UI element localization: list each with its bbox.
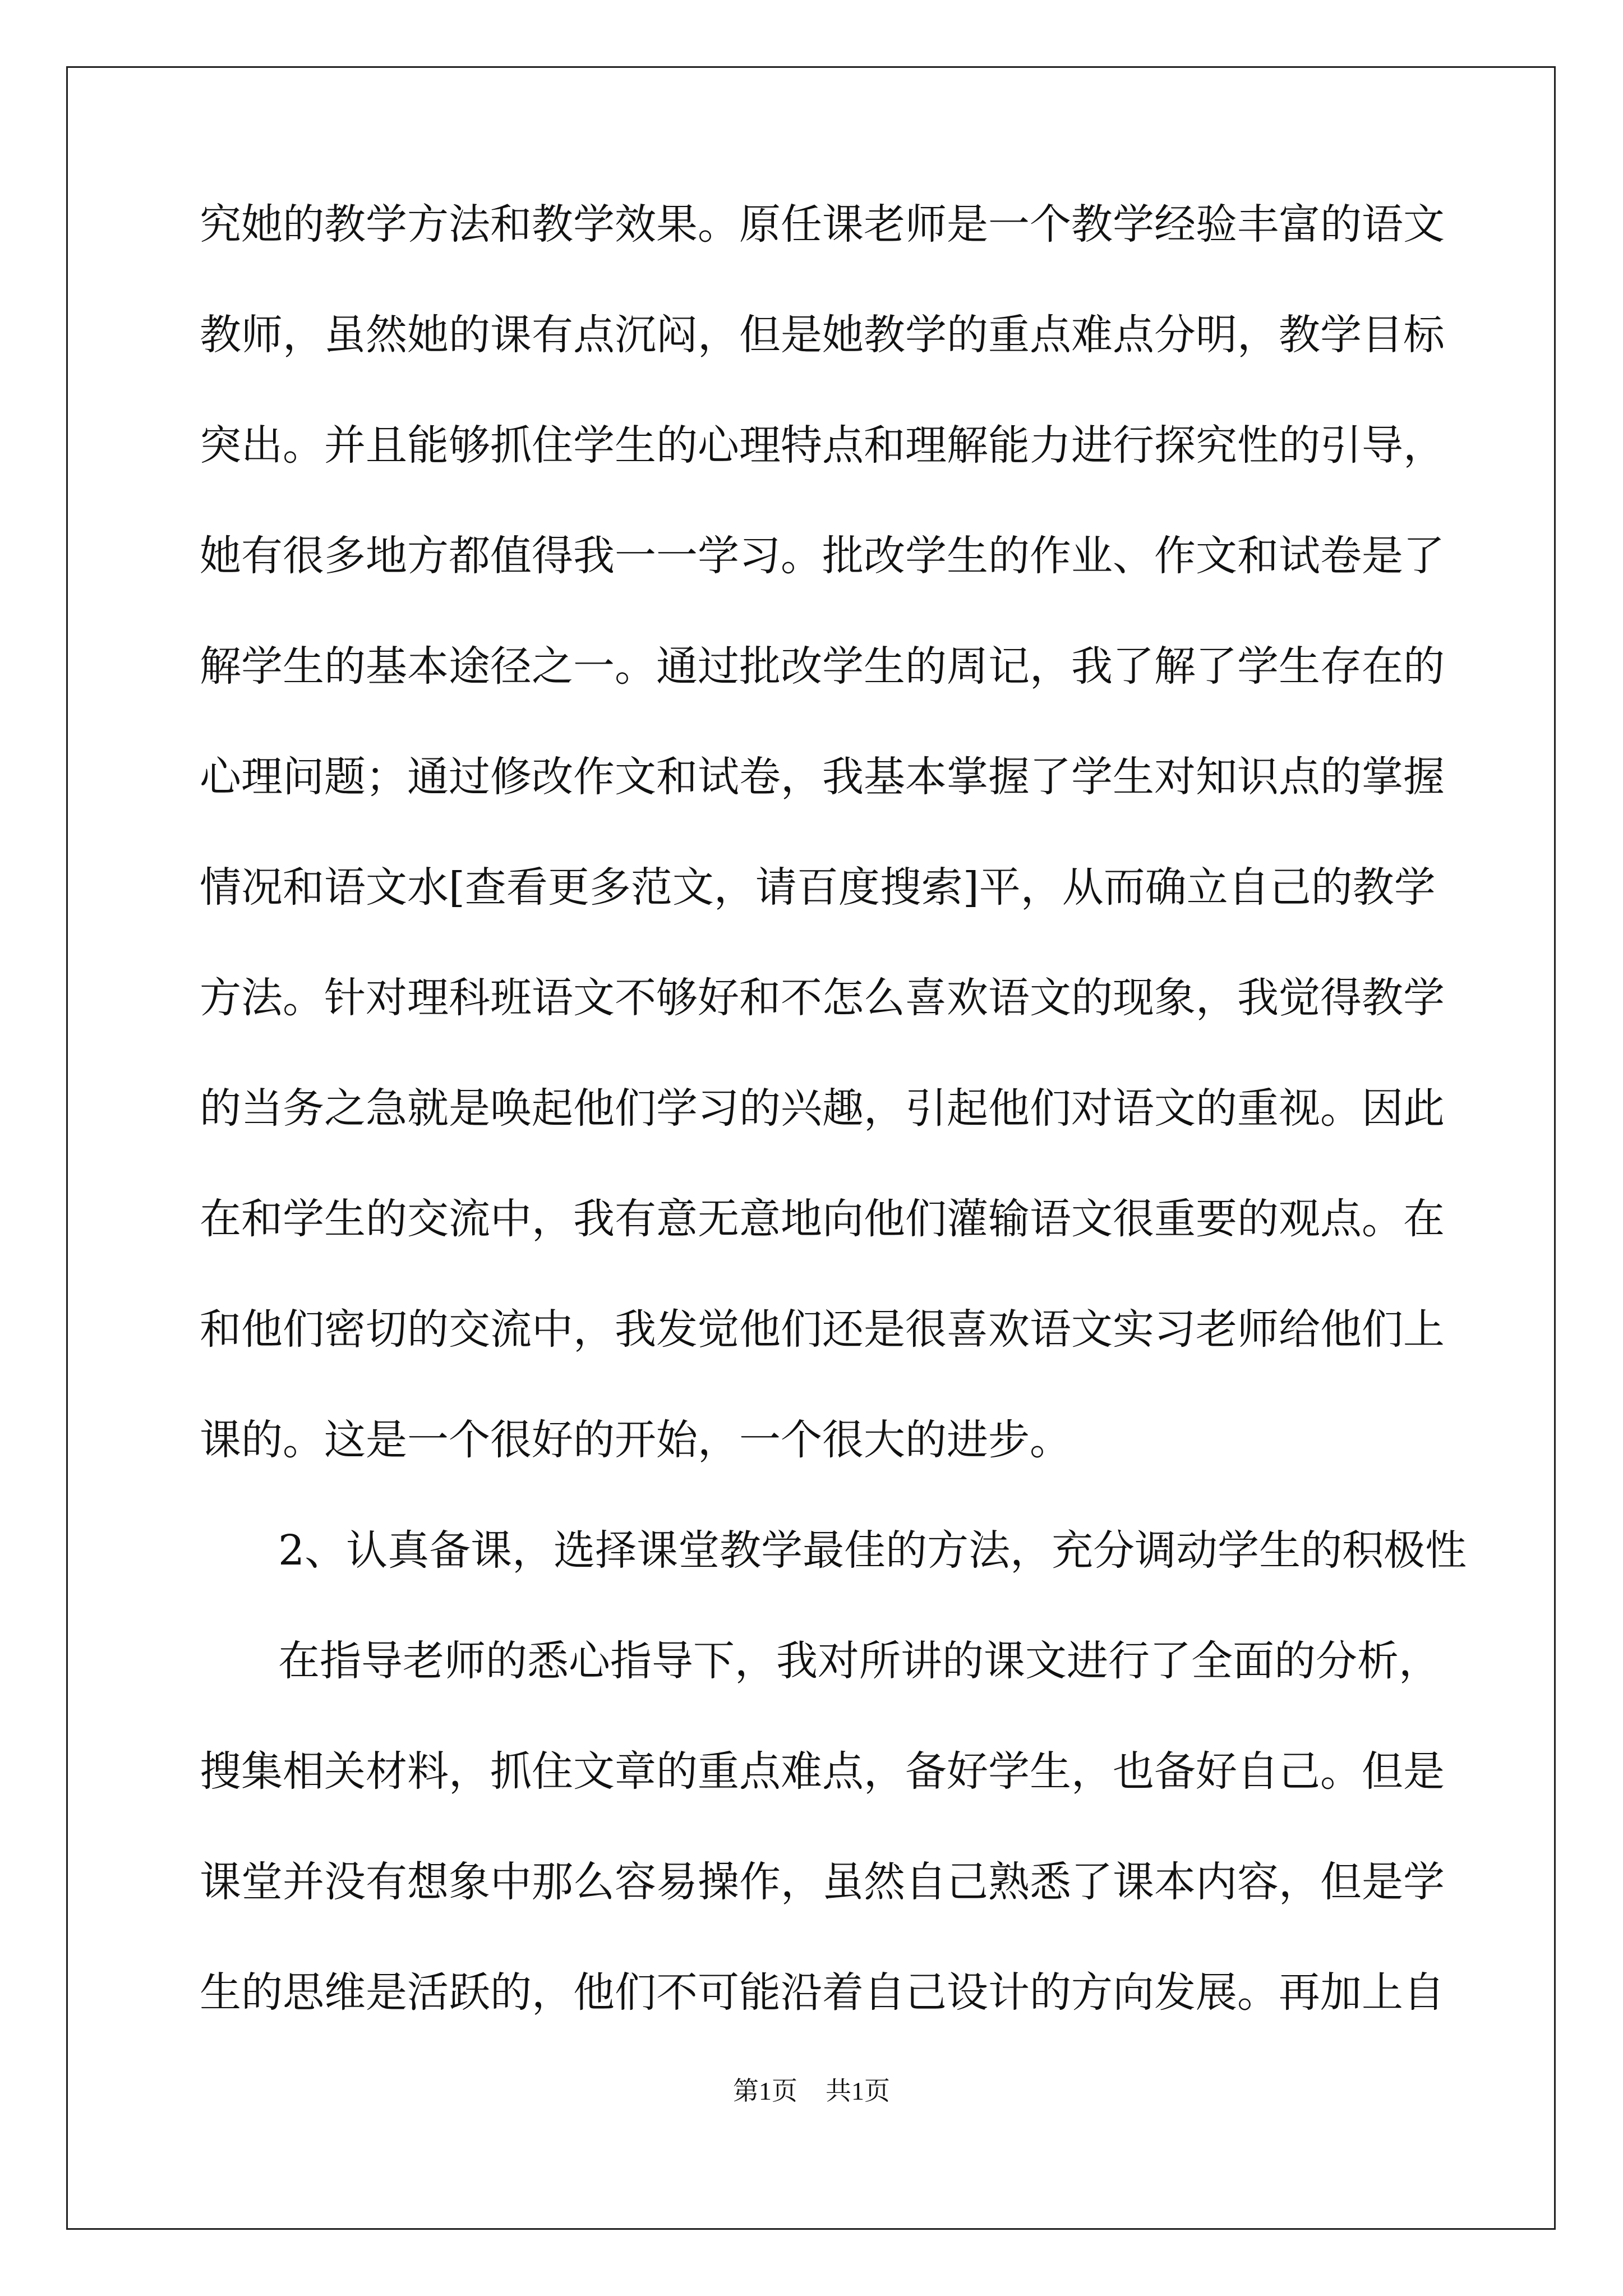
paragraph-line: 解学生的基本途径之一。通过批改学生的周记，我了解了学生存在的 bbox=[200, 642, 1445, 691]
paragraph-line: 在指导老师的悉心指导下，我对所讲的课文进行了全面的分析， bbox=[278, 1637, 1440, 1685]
paragraph-line: 生的思维是活跃的，他们不可能沿着自己设计的方向发展。再加上自 bbox=[200, 1968, 1445, 2017]
paragraph-line: 和他们密切的交流中，我发觉他们还是很喜欢语文实习老师给他们上 bbox=[200, 1305, 1445, 1354]
paragraph-line: 的当务之急就是唤起他们学习的兴趣，引起他们对语文的重视。因此 bbox=[200, 1084, 1445, 1133]
paragraph-line: 突出。并且能够抓住学生的心理特点和理解能力进行探究性的引导， bbox=[200, 421, 1445, 470]
page-footer bbox=[0, 2074, 1623, 2108]
paragraph-line: 在和学生的交流中，我有意无意地向他们灌输语文很重要的观点。在 bbox=[200, 1195, 1445, 1243]
paragraph-line: 课的。这是一个很好的开始，一个很大的进步。 bbox=[200, 1416, 1071, 1464]
paragraph-line: 搜集相关材料，抓住文章的重点难点，备好学生，也备好自己。但是 bbox=[200, 1747, 1445, 1796]
paragraph-line: 究她的教学方法和教学效果。原任课老师是一个教学经验丰富的语文 bbox=[200, 200, 1445, 249]
paragraph-line: 心理问题；通过修改作文和试卷，我基本掌握了学生对知识点的掌握 bbox=[200, 753, 1445, 801]
page-number: 第1页 bbox=[733, 2077, 797, 2105]
paragraph-line: 课堂并没有想象中那么容易操作，虽然自己熟悉了课本内容，但是学 bbox=[200, 1858, 1445, 1906]
section-heading: 2、认真备课，选择课堂教学最佳的方法，充分调动学生的积极性 bbox=[278, 1526, 1467, 1575]
paragraph-line: 方法。针对理科班语文不够好和不怎么喜欢语文的现象，我觉得教学 bbox=[200, 974, 1445, 1022]
paragraph-line: 她有很多地方都值得我一一学习。批改学生的作业、作文和试卷是了 bbox=[200, 532, 1445, 580]
paragraph-line: 教师，虽然她的课有点沉闷，但是她教学的重点难点分明，教学目标 bbox=[200, 311, 1445, 359]
total-pages: 共1页 bbox=[826, 2077, 890, 2105]
paragraph-line: 情况和语文水[查看更多范文，请百度搜索]平，从而确立自己的教学 bbox=[200, 863, 1436, 912]
